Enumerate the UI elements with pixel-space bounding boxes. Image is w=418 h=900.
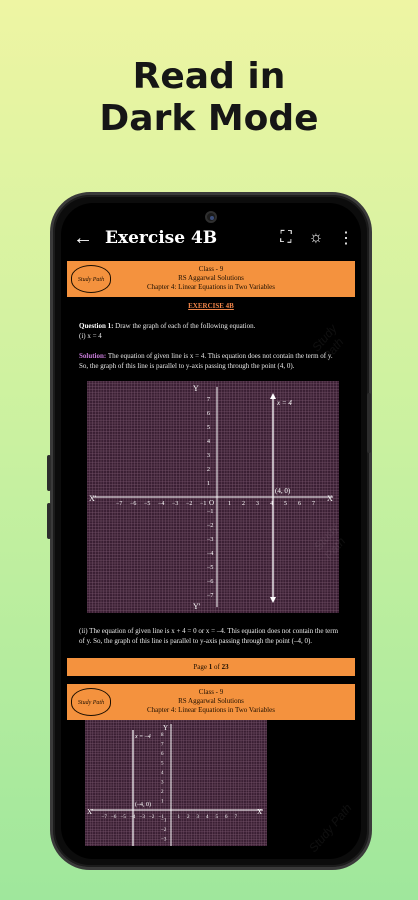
question-part-ii: (ii) The equation of given line is x + 4 = 0 or x = –4. This equation does not contain the term of y. So, the graph of this line is parallel to y-axis passing through the point (–4, 0). [79, 627, 339, 645]
x-tick-label: 4 [270, 501, 273, 507]
pdf-page-header [67, 684, 355, 720]
question-block [79, 321, 343, 341]
x-tick-label: 3 [256, 501, 259, 507]
x-tick-label: −6 [130, 501, 137, 507]
question-part-i: (i) x = 4 [79, 332, 102, 340]
x-tick-label: −3 [172, 501, 179, 507]
y-tick-label: 4 [207, 439, 210, 445]
x-tick-label: −5 [120, 815, 126, 820]
solution-label: Solution: [79, 352, 107, 360]
x-tick-label: 5 [215, 815, 218, 820]
x-tick-label: −2 [149, 815, 155, 820]
pdf-page-body [61, 301, 361, 646]
x-axis-label: X [327, 494, 333, 503]
y-tick-label: 8 [161, 733, 164, 738]
promo-line-1: Read in [132, 56, 286, 97]
page-total: 23 [221, 663, 229, 671]
x-axis-label: X [257, 808, 263, 816]
x-tick-label: 6 [298, 501, 301, 507]
y-tick-label: −5 [207, 565, 214, 571]
x-tick-label: −2 [186, 501, 193, 507]
x-axis-neg-label: X' [87, 808, 94, 816]
y-tick-label: −1 [161, 818, 167, 824]
y-tick-label: 6 [161, 752, 164, 757]
y-tick-label: −7 [207, 593, 214, 599]
point-label: (4, 0) [275, 487, 291, 495]
x-tick-label: −4 [130, 815, 136, 820]
graph-svg [87, 381, 339, 613]
x-tick-label: 1 [228, 501, 231, 507]
page-indicator [67, 658, 355, 676]
header-book: RS Aggarwal Solutions [178, 697, 244, 705]
x-axis-neg-label: X' [89, 494, 97, 503]
y-tick-label: −3 [161, 837, 167, 843]
y-axis-neg-label: Y' [193, 602, 201, 611]
page-number: 1 [208, 663, 213, 671]
y-axis-label: Y [193, 384, 199, 393]
pdf-viewer[interactable] [61, 261, 361, 859]
study-path-logo: Study Path [71, 265, 111, 293]
solution-text: The equation of given line is x = 4. This equation does not contain the term of y. So, the graph of this line is parallel to y-axis passing through the point (4, 0). [79, 352, 333, 370]
y-tick-label: 7 [207, 397, 210, 403]
watermark: Study Path [309, 321, 347, 364]
phone-side-button [47, 503, 51, 539]
phone-frame [50, 192, 372, 870]
promo-headline [0, 56, 418, 140]
fullscreen-icon[interactable]: ⛶ [280, 229, 292, 246]
exercise-title: EXERCISE 4B [188, 302, 234, 310]
y-axis-label: Y [163, 724, 169, 732]
y-tick-label: 5 [207, 425, 210, 431]
page-prefix: Page [193, 663, 207, 671]
line-label: x = 4 [277, 399, 292, 407]
more-vert-icon[interactable]: ⋮ [338, 230, 354, 247]
x-tick-label: −7 [101, 815, 107, 820]
x-tick-label: 6 [225, 815, 228, 820]
y-tick-label: 7 [161, 742, 164, 748]
x-tick-label: 2 [187, 815, 190, 820]
y-tick-label: 3 [207, 453, 210, 459]
app-bar [61, 223, 361, 253]
x-tick-label: 5 [284, 501, 287, 507]
page-of: of [214, 663, 220, 671]
y-tick-label: −3 [207, 537, 214, 543]
y-tick-label: 3 [161, 780, 164, 786]
x-tick-label: −7 [116, 501, 123, 507]
brightness-icon[interactable]: ☼ [308, 229, 324, 246]
x-tick-label: −5 [144, 501, 151, 507]
y-tick-label: −6 [207, 579, 214, 585]
y-tick-label: −1 [207, 509, 214, 515]
header-class: Class - 9 [198, 265, 224, 273]
x-tick-label: −3 [139, 815, 145, 820]
header-chapter: Chapter 4: Linear Equations in Two Variables [147, 283, 275, 291]
x-tick-label: 2 [242, 501, 245, 507]
y-tick-label: 1 [161, 799, 164, 805]
x-tick-label: 4 [206, 815, 209, 820]
y-tick-label: 1 [207, 481, 210, 487]
pdf-page-header [67, 261, 355, 297]
y-tick-label: −2 [161, 828, 167, 833]
x-tick-label: 1 [177, 815, 180, 820]
watermark: Study Path [310, 520, 349, 563]
y-tick-label: 4 [161, 771, 164, 776]
header-chapter: Chapter 4: Linear Equations in Two Variables [147, 706, 275, 714]
x-tick-label: 7 [312, 501, 315, 507]
x-tick-label: −4 [158, 501, 165, 507]
y-tick-label: 2 [207, 467, 210, 473]
phone-side-button [47, 455, 51, 491]
solution-block [79, 351, 343, 371]
x-tick-label: −1 [158, 815, 164, 820]
question-label: Question 1: [79, 322, 114, 330]
y-tick-label: 6 [207, 411, 210, 417]
x-tick-label: −6 [111, 815, 117, 820]
x-tick-label: 7 [234, 815, 237, 820]
phone-screen [61, 203, 361, 859]
origin-label: O [209, 499, 215, 507]
y-tick-label: −2 [207, 523, 214, 529]
pdf-page-body [61, 720, 361, 851]
x-tick-label: 3 [196, 815, 199, 820]
arrow-back-icon[interactable]: ← [73, 226, 93, 249]
y-tick-label: −4 [207, 551, 214, 557]
x-tick-label: −1 [200, 501, 207, 507]
y-tick-label: 5 [161, 761, 164, 767]
promo-line-2: Dark Mode [99, 98, 319, 139]
study-path-logo: Study Path [71, 688, 111, 716]
graph-x-equals-4 [87, 381, 335, 616]
page-title: Exercise 4B [105, 228, 218, 248]
y-tick-label: 2 [161, 790, 164, 795]
point-label: (–4, 0) [135, 802, 151, 808]
header-class: Class - 9 [198, 688, 224, 696]
line-label: x = –4 [135, 734, 151, 740]
front-camera [205, 211, 217, 223]
watermark: Study Path [306, 801, 355, 855]
header-book: RS Aggarwal Solutions [178, 274, 244, 282]
graph-x-equals-minus-4 [85, 720, 267, 846]
question-text: Draw the graph of each of the following equation. [115, 322, 256, 330]
phone-side-button [367, 393, 371, 453]
